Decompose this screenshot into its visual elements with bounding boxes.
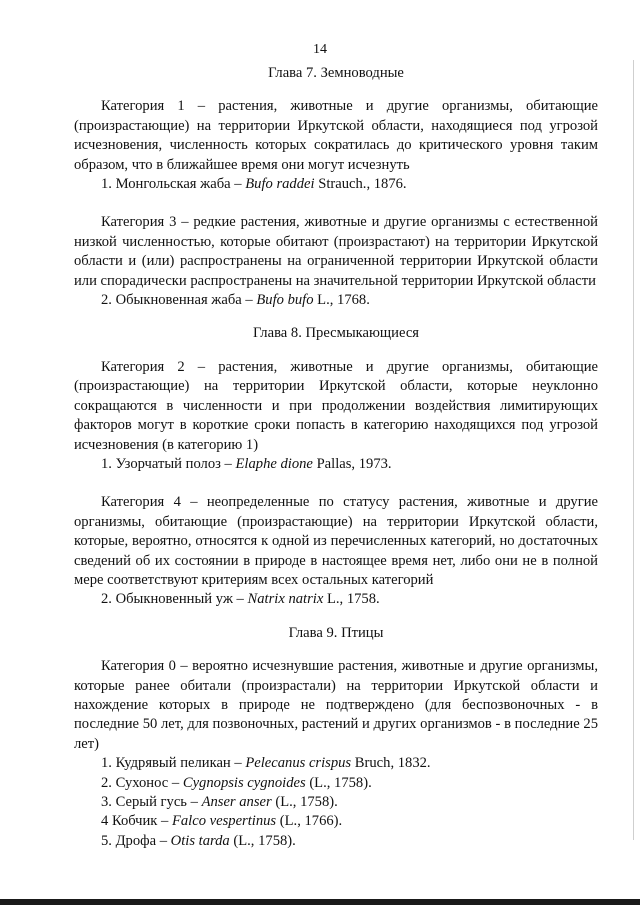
category-section xyxy=(74,493,598,609)
species-author: Strauch., 1876. xyxy=(314,176,407,193)
species-latin-name: Cygnopsis cygnoides xyxy=(182,774,306,791)
chapter-7 xyxy=(74,64,598,310)
species-latin-name: Pelecanus crispus xyxy=(245,755,352,772)
species-name: 5. Дрофа – xyxy=(101,832,171,849)
species-name: 1. Кудрявый пеликан – xyxy=(101,755,246,772)
species-name: 2. Обыкновенный уж – xyxy=(101,591,248,608)
category-text: Категория 2 – растения, животные и другие организмы, обитающие (произрастающие) на территории Иркутской области, которые неуклонно сокращаются в численности и при продолжении воздействия лимитирующих факторов могут в короткие сроки попасть в категорию находящихся под угрозой исчезновения (в категорию 1) xyxy=(74,358,598,453)
species-latin-name: Anser anser xyxy=(201,794,272,810)
chapter-9 xyxy=(74,624,598,851)
category-section xyxy=(74,358,598,474)
category-text: Категория 4 – неопределенные по статусу растения, животные и другие организмы, обитающие (произрастающие) на территории Иркутской области, которые, вероятно, относятся к одной из перечисленных категорий, но достаточных сведений об их состоянии в природе в настоящее время нет, либо они не в полной мере соответствуют критериям всех остальных категорий xyxy=(74,494,598,588)
species-author: L., 1758. xyxy=(323,591,380,608)
species-latin-name: Elaphe dione xyxy=(235,455,313,472)
chapter-8 xyxy=(74,324,598,609)
species-latin-name: Bufo raddei xyxy=(245,176,315,193)
category-text: Категория 3 – редкие растения, животные и другие организмы с естественной низкой численностью, которые обитают (произрастают) на территории Иркутской области и (или) распространены на ограниченной территории Иркутской области или спорадически распространены на значительной территории Иркутской области xyxy=(74,214,598,289)
category-text: Категория 0 – вероятно исчезнувшие растения, животные и другие организмы, которые ранее обитали (произрастали) на территории Иркутской области и нахождение которых в природе не подтверждено (для беспозвоночных - в последние 50 лет, для позвоночных, растений и других организмов - в последние 25 лет) xyxy=(74,658,598,752)
species-author: (L., 1758). xyxy=(305,774,372,791)
chapter-title: Глава 9. Птицы xyxy=(288,624,384,641)
species-entry xyxy=(74,793,598,812)
species-latin-name: Otis tarda xyxy=(170,832,230,849)
document-content xyxy=(74,64,598,851)
species-name: 4 Кобчик – xyxy=(101,813,172,830)
species-name: 1. Узорчатый полоз – xyxy=(101,455,236,472)
species-entry xyxy=(74,455,598,474)
species-name: 3. Серый гусь – xyxy=(101,794,202,810)
species-name: 2. Сухонос – xyxy=(101,774,183,791)
species-author: Pallas, 1973. xyxy=(312,455,392,472)
species-author: L., 1768. xyxy=(313,292,370,309)
species-entry xyxy=(74,291,598,310)
species-entry xyxy=(74,812,598,831)
species-entry xyxy=(74,175,598,194)
species-entry xyxy=(74,590,598,609)
category-section xyxy=(74,213,598,310)
chapter-title: Глава 8. Пресмыкающиеся xyxy=(252,325,420,342)
species-name: 2. Обыкновенная жаба – xyxy=(101,292,257,309)
category-section xyxy=(74,97,598,194)
species-author: (L., 1766). xyxy=(276,813,343,830)
scan-bottom-border xyxy=(0,899,640,905)
category-section xyxy=(74,657,598,851)
species-latin-name: Bufo bufo xyxy=(256,292,314,309)
species-author: Bruch, 1832. xyxy=(351,755,431,772)
chapter-title: Глава 7. Земноводные xyxy=(268,65,404,81)
category-text: Категория 1 – растения, животные и другие организмы, обитающие (произрастающие) на территории Иркутской области, находящиеся под угрозой исчезновения, численность которых сократилась до критического уровня таким образом, что в ближайшее время они могут исчезнуть xyxy=(74,98,598,173)
scan-edge-line xyxy=(633,60,634,840)
species-name: 1. Монгольская жаба – xyxy=(101,176,246,193)
species-author: (L., 1758). xyxy=(229,832,296,849)
species-author: (L., 1758). xyxy=(271,794,338,810)
species-entry xyxy=(74,754,598,773)
species-entry xyxy=(74,832,598,851)
species-latin-name: Natrix natrix xyxy=(247,591,324,608)
species-latin-name: Falco vespertinus xyxy=(171,813,277,830)
species-entry xyxy=(74,774,598,793)
page-number: 14 xyxy=(313,42,327,57)
